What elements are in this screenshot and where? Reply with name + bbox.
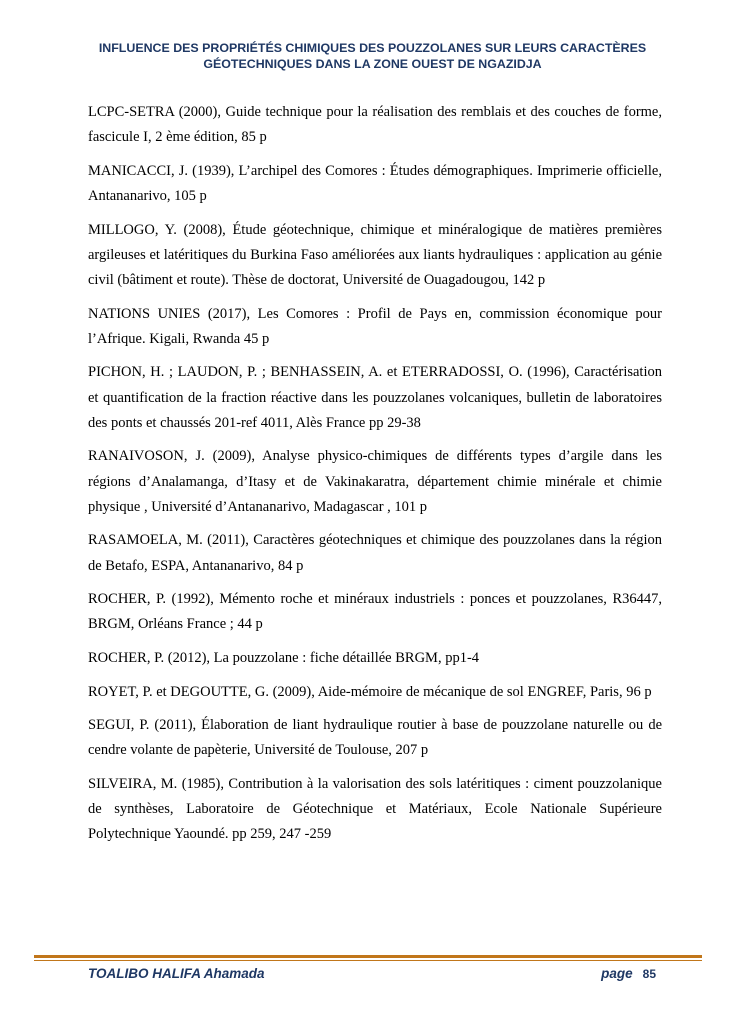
reference-entry: PICHON, H. ; LAUDON, P. ; BENHASSEIN, A. et ETERRADOSSI, O. (1996), Caractérisation et quantification de la fraction réactive dans les pouzzolanes volcaniques, bulletin de laboratoires des ponts et chaussés 201-ref 4011, Alès France pp 29-38 <box>88 364 662 431</box>
reference-entry: MILLOGO, Y. (2008), Étude géotechnique, chimique et minéralogique de matières premières argileuses et latéritiques du Burkina Faso améliorées aux liants hydrauliques : application au génie civil (bâtiment et route). Thèse de doctorat, Université de Ouagadougou, 142 p <box>88 221 662 288</box>
running-header <box>60 40 685 72</box>
reference-entry: RASAMOELA, M. (2011), Caractères géotechniques et chimique des pouzzolanes dans la région de Betafo, ESPA, Antananarivo, 84 p <box>88 532 662 574</box>
page-number: 85 <box>642 967 656 981</box>
reference-entry: LCPC-SETRA (2000), Guide technique pour la réalisation des remblais et des couches de forme, fascicule I, 2 ème édition, 85 p <box>88 104 662 146</box>
reference-entry: ROCHER, P. (2012), La pouzzolane : fiche détaillée BRGM, pp1-4 <box>88 649 480 666</box>
footer-author: TOALIBO HALIFA Ahamada <box>88 966 265 981</box>
page-label: page <box>601 966 633 981</box>
reference-entry: MANICACCI, J. (1939), L’archipel des Comores : Études démographiques. Imprimerie officielle, Antananarivo, 105 p <box>88 162 662 204</box>
footer-rule-thin <box>34 960 702 961</box>
reference-entry: ROYET, P. et DEGOUTTE, G. (2009), Aide-mémoire de mécanique de sol ENGREF, Paris, 96 p <box>88 683 652 700</box>
footer-page <box>601 966 656 981</box>
header-line-1: INFLUENCE DES PROPRIÉTÉS CHIMIQUES DES POUZZOLANES SUR LEURS CARACTÈRES <box>98 41 647 55</box>
reference-entry: NATIONS UNIES (2017), Les Comores : Profil de Pays en, commission économique pour l’Afrique. Kigali, Rwanda 45 p <box>88 305 662 347</box>
footer-rule-thick <box>34 955 702 958</box>
header-line-2: GÉOTECHNIQUES DANS LA ZONE OUEST DE NGAZIDJA <box>203 57 542 71</box>
reference-entry: SILVEIRA, M. (1985), Contribution à la valorisation des sols latéritiques : ciment pouzzolanique de synthèses, Laboratoire de Géotechnique et Matériaux, Ecole Nationale Supérieure Polytechnique Yaoundé. pp 259, 247 -259 <box>88 775 662 843</box>
reference-entry: SEGUI, P. (2011), Élaboration de liant hydraulique routier à base de pouzzolane naturelle ou de cendre volante de papèterie, Université de Toulouse, 207 p <box>88 717 662 759</box>
reference-list <box>88 100 662 856</box>
reference-entry: ROCHER, P. (1992), Mémento roche et minéraux industriels : ponces et pouzzolanes, R36447, BRGM, Orléans France ; 44 p <box>88 591 662 633</box>
reference-entry: RANAIVOSON, J. (2009), Analyse physico-chimiques de différents types d’argile dans les régions d’Analamanga, d’Itasy et de Vakinakaratra, département chimie minérale et chimie physique , Université d’Antananarivo, Madagascar , 101 p <box>88 448 662 515</box>
